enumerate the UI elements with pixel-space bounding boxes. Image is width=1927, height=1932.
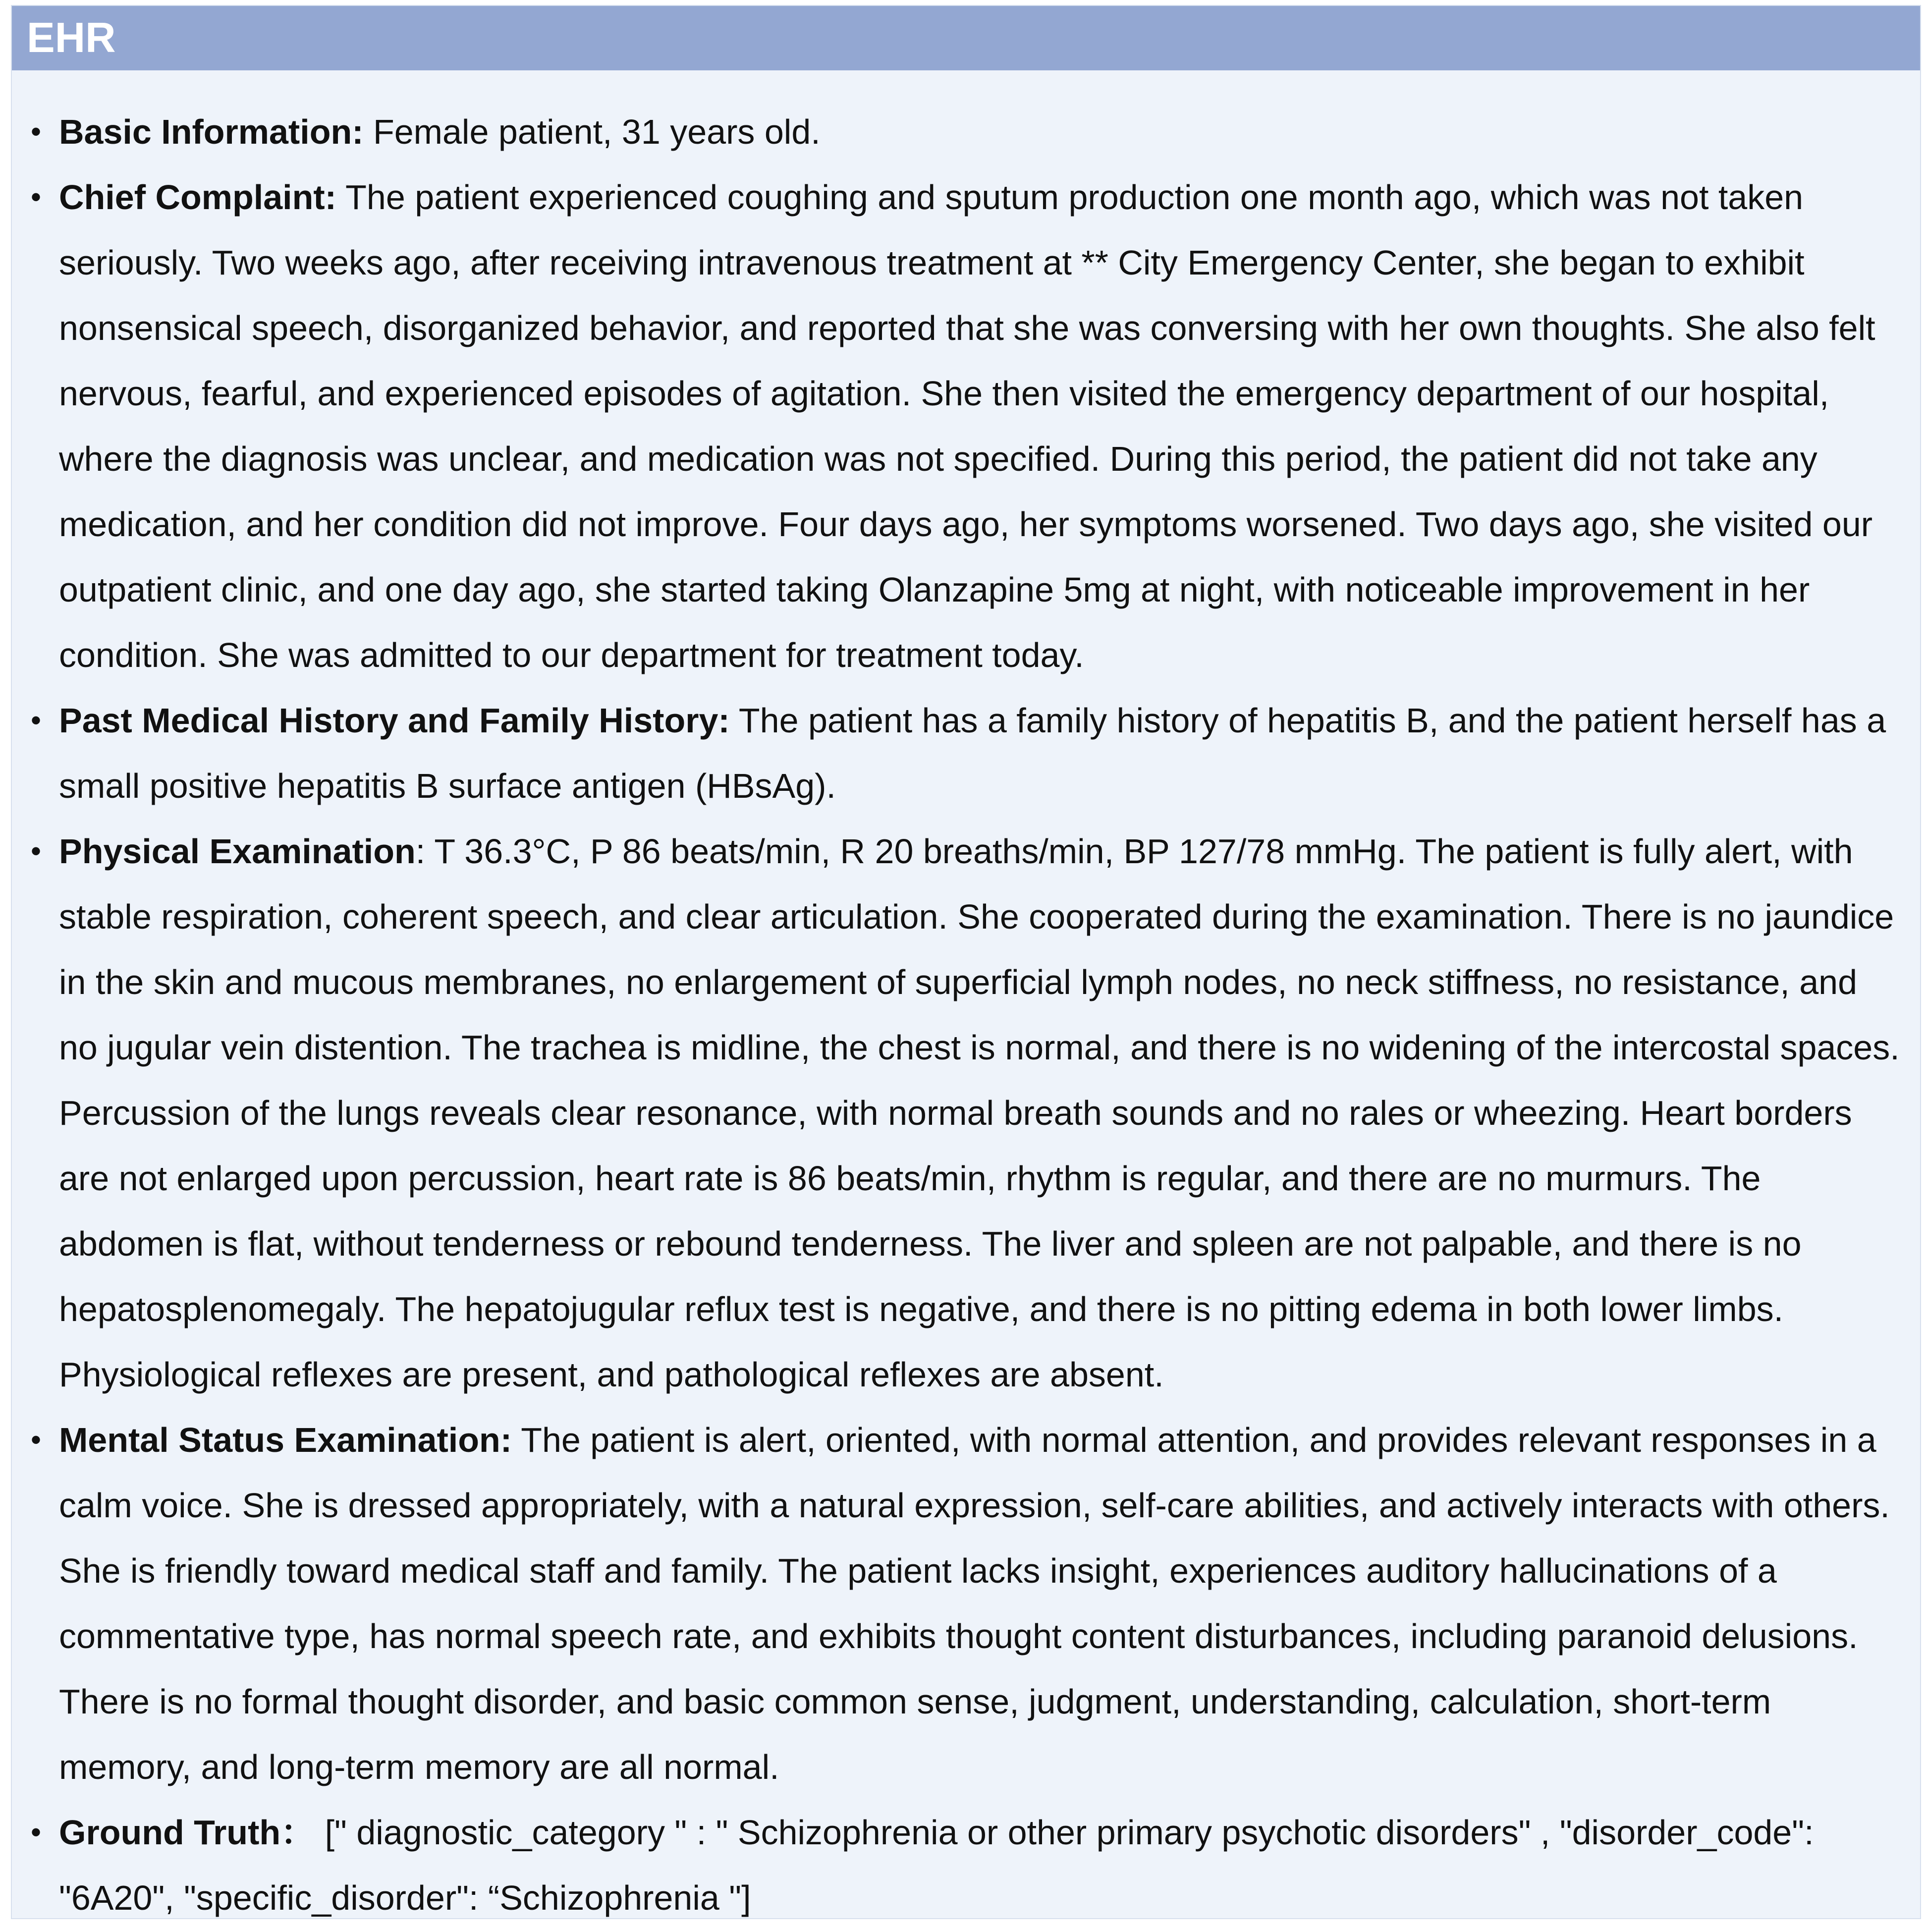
ehr-header xyxy=(12,6,1920,70)
section-text: The patient is alert, oriented, with normal attention, and provides relevant responses in a calm voice. She is dressed appropriately, with a natural expression, self-care abilities, and actively interacts with others. She is friendly toward medical staff and family. The patient lacks insight, experiences auditory hallucinations of a commentative type, has normal speech rate, and exhibits thought content disturbances, including paranoid delusions. There is no formal thought disorder, and basic common sense, judgment, understanding, calculation, short-term memory, and long-term memory are all normal. xyxy=(59,1421,1890,1786)
bullet-icon: • xyxy=(31,115,42,148)
section-text: [" diagnostic_category " : " Schizophrenia or other primary psychotic disorders" , "disorder_code": "6A20", "specific_disorder": “Schizophrenia "] xyxy=(59,1813,1814,1917)
section-label: Ground Truth： xyxy=(59,1813,316,1852)
section-basic-information xyxy=(12,99,1920,165)
section-label: Chief Complaint: xyxy=(59,178,336,217)
section-ground-truth xyxy=(12,1800,1920,1931)
section-label: Past Medical History and Family History: xyxy=(59,701,730,740)
section-label: Basic Information: xyxy=(59,112,364,151)
bullet-icon: • xyxy=(31,704,42,737)
section-text: The patient experienced coughing and sputum production one month ago, which was not taken seriously. Two weeks ago, after receiving intravenous treatment at ** City Emergency Center, she began to exhibit nonsensical speech, disorganized behavior, and reported that she was conversing with her own thoughts. She also felt nervous, fearful, and experienced episodes of agitation. She then visited the emergency department of our hospital, where the diagnosis was unclear, and medication was not specified. During this period, the patient did not take any medication, and her condition did not improve. Four days ago, her symptoms worsened. Two days ago, she visited our outpatient clinic, and one day ago, she started taking Olanzapine 5mg at night, with noticeable improvement in her condition. She was admitted to our department for treatment today. xyxy=(59,178,1875,674)
section-label: Mental Status Examination: xyxy=(59,1421,512,1459)
section-text: The patient has a family history of hepatitis B, and the patient herself has a small positive hepatitis B surface antigen (HBsAg). xyxy=(59,701,1886,805)
ehr-card xyxy=(11,5,1921,1919)
section-text: : T 36.3°C, P 86 beats/min, R 20 breaths/min, BP 127/78 mmHg. The patient is fully alert, with stable respiration, coherent speech, and clear articulation. She cooperated during the examination. There is no jaundice in the skin and mucous membranes, no enlargement of superficial lymph nodes, no neck stiffness, no resistance, and no jugular vein distention. The trachea is midline, the chest is normal, and there is no widening of the intercostal spaces. Percussion of the lungs reveals clear resonance, with normal breath sounds and no rales or wheezing. Heart borders are not enlarged upon percussion, heart rate is 86 beats/min, rhythm is regular, and there are no murmurs. The abdomen is flat, without tenderness or rebound tenderness. The liver and spleen are not palpable, and there is no hepatosplenomegaly. The hepatojugular reflux test is negative, and there is no pitting edema in both lower limbs. Physiological reflexes are present, and pathological reflexes are absent. xyxy=(59,832,1900,1394)
bullet-icon: • xyxy=(31,1816,42,1849)
section-physical-examination xyxy=(12,819,1920,1407)
section-past-medical-history xyxy=(12,688,1920,819)
bullet-icon: • xyxy=(31,834,42,868)
ehr-title: EHR xyxy=(27,14,116,61)
section-chief-complaint xyxy=(12,165,1920,688)
bullet-icon: • xyxy=(31,1423,42,1456)
ehr-section-list xyxy=(12,99,1920,1931)
section-mental-status-examination xyxy=(12,1407,1920,1800)
section-label: Physical Examination xyxy=(59,832,416,871)
section-text: Female patient, 31 years old. xyxy=(363,112,821,151)
bullet-icon: • xyxy=(31,180,42,214)
